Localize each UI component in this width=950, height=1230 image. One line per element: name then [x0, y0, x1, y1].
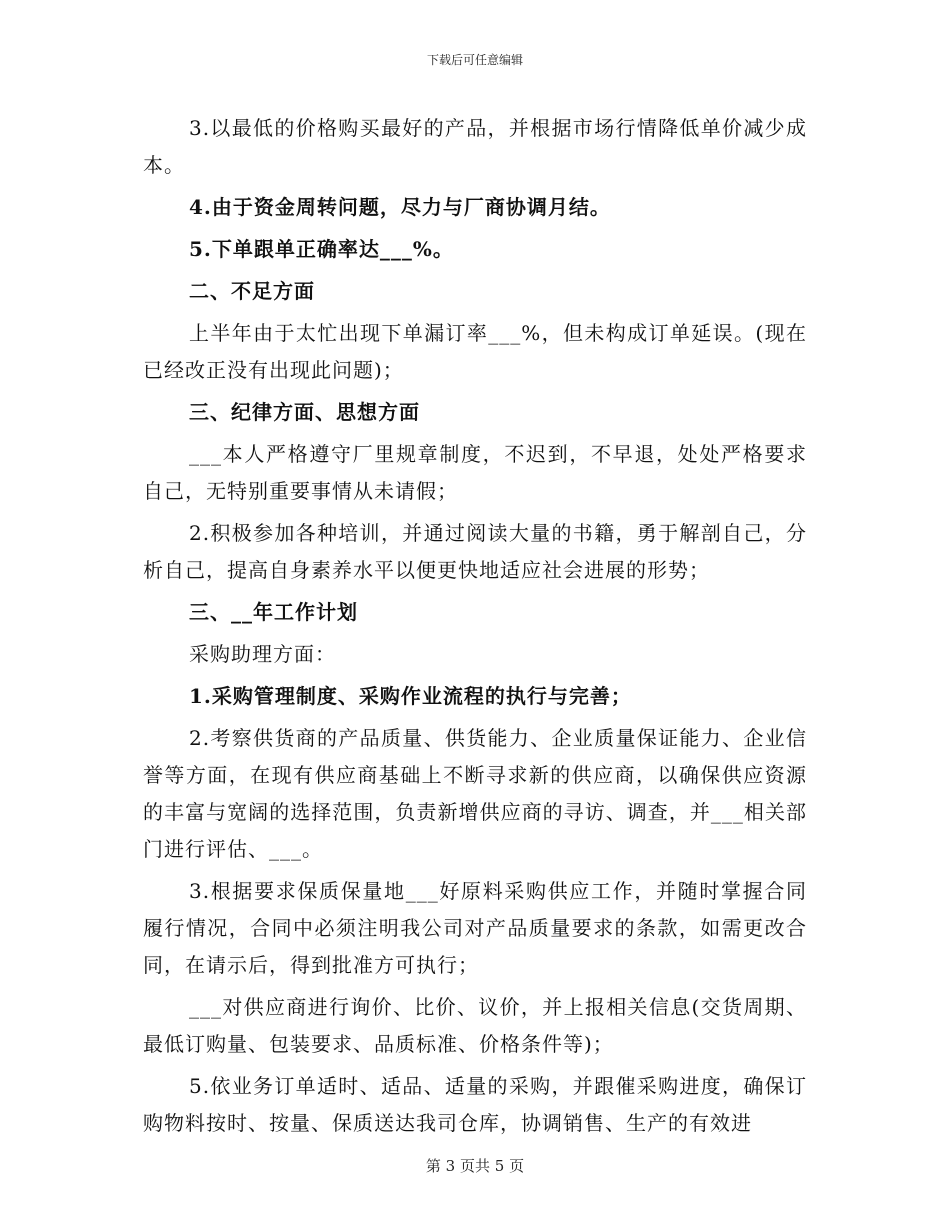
section-heading-discipline: 三、纪律方面、思想方面: [189, 400, 420, 424]
subheading-purchasing-assistant: 采购助理方面：: [189, 642, 336, 666]
page-footer: 第 3 页共 5 页: [425, 1157, 525, 1175]
paragraph-item-4: 4.由于资金周转问题，尽力与厂商协调月结。: [189, 195, 611, 219]
paragraph-discipline-1: ___本人严格遵守厂里规章制度，不迟到，不早退，处处严格要求自己，无特别重要事情从未请假；: [143, 442, 807, 503]
plan-item-1: 1.采购管理制度、采购作业流程的执行与完善；: [189, 684, 632, 708]
document-body: [143, 110, 807, 1147]
plan-item-2: 2.考察供货商的产品质量、供货能力、企业质量保证能力、企业信誉等方面，在现有供应商基础上不断寻求新的供应商，以确保供应资源的丰富与宽阔的选择范围，负责新增供应商的寻访、调查，并___相关部门进行评估、___。: [143, 726, 807, 861]
section-heading-shortcomings: 二、不足方面: [189, 279, 315, 303]
page-header: 下载后可任意编辑: [426, 53, 523, 67]
plan-item-4: ___对供应商进行询价、比价、议价，并上报相关信息(交货周期、最低订购量、包装要求、品质标准、价格条件等)；: [143, 995, 807, 1056]
paragraph-item-5: 5.下单跟单正确率达___%。: [189, 237, 454, 261]
plan-item-3: 3.根据要求保质保量地___好原料采购供应工作，并随时掌握合同履行情况，合同中必须注明我公司对产品质量要求的条款，如需更改合同，在请示后，得到批准方可执行；: [143, 879, 807, 977]
paragraph-shortcomings: 上半年由于太忙出现下单漏订率___%，但未构成订单延误。(现在已经改正没有出现此问题)；: [143, 321, 807, 382]
section-heading-work-plan: 三、__年工作计划: [189, 600, 358, 624]
paragraph-discipline-2: 2.积极参加各种培训，并通过阅读大量的书籍，勇于解剖自己，分析自己，提高自身素养水平以便更快地适应社会进展的形势；: [143, 521, 807, 582]
paragraph-item-3: 3.以最低的价格购买最好的产品，并根据市场行情降低单价减少成本。: [143, 116, 807, 177]
plan-item-5: 5.依业务订单适时、适品、适量的采购，并跟催采购进度，确保订购物料按时、按量、保质送达我司仓库，协调销售、生产的有效进: [143, 1074, 807, 1135]
